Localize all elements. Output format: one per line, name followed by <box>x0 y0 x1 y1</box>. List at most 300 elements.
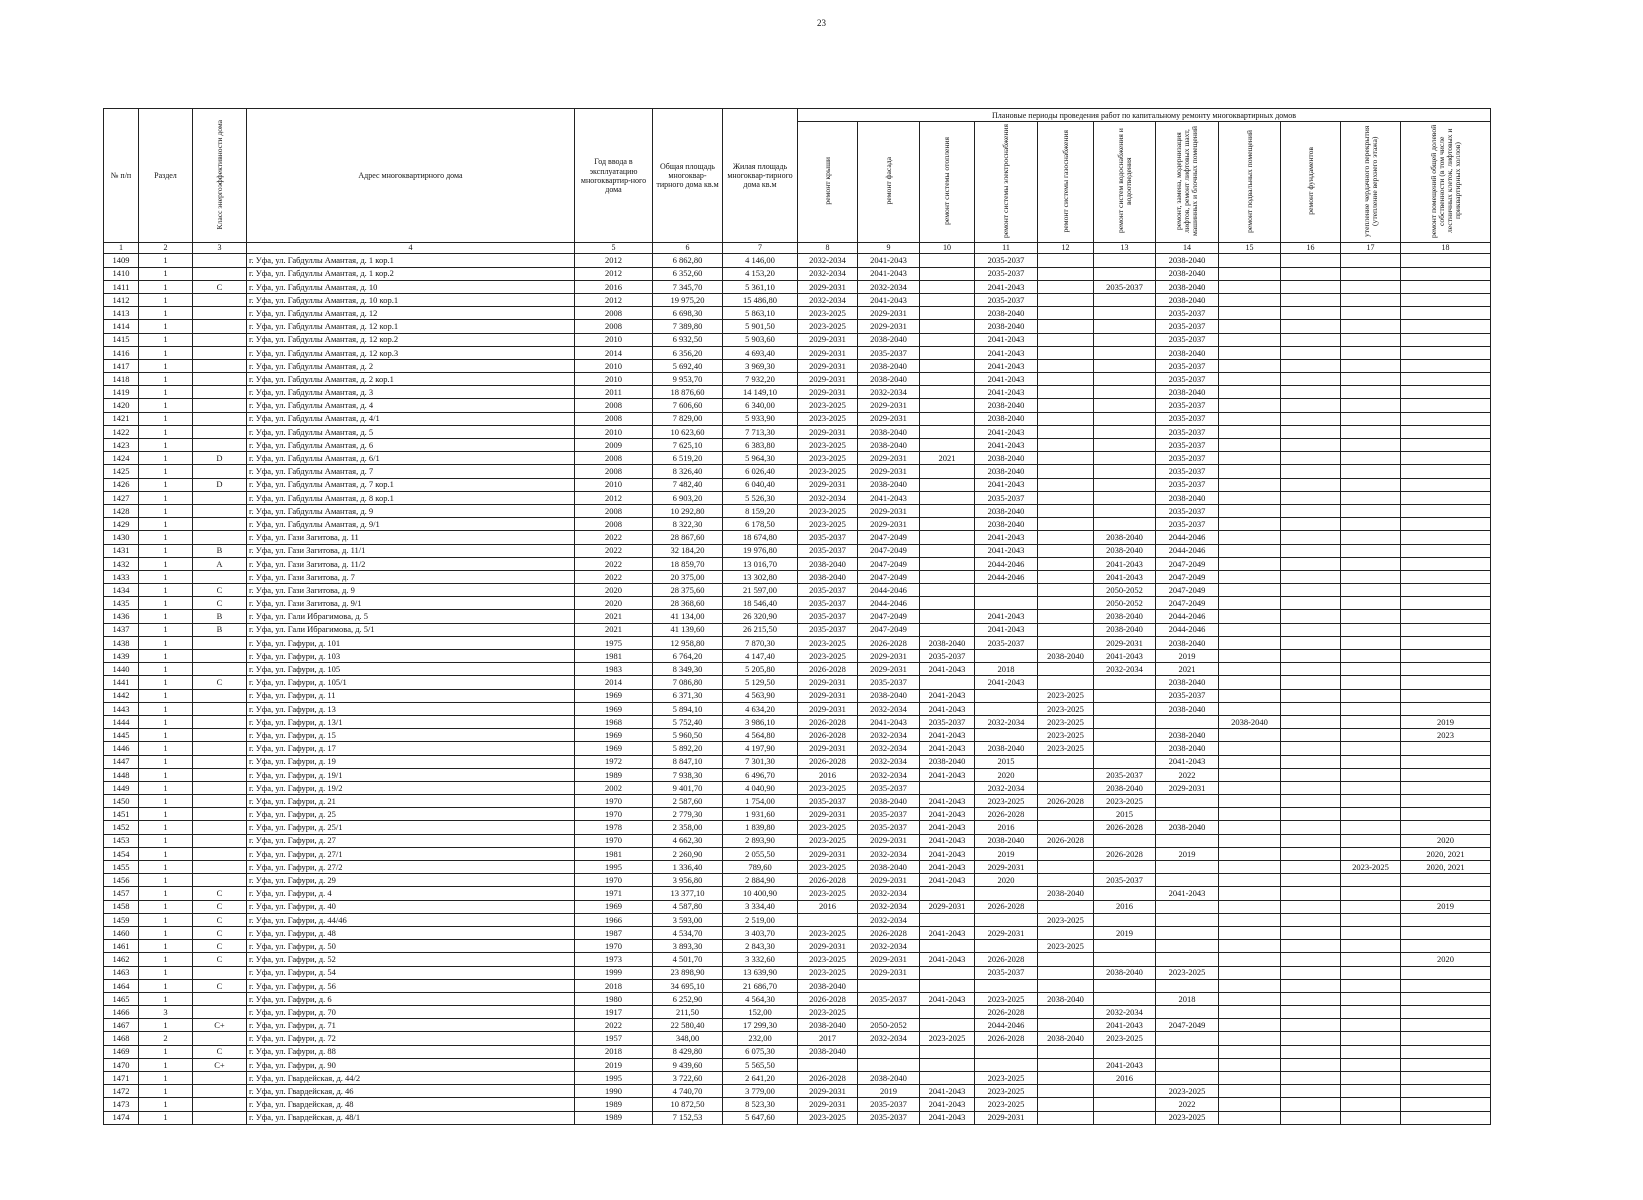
cell-foundation <box>1281 544 1341 557</box>
cell-lifts: 2022 <box>1156 768 1219 781</box>
cell-water: 2041-2043 <box>1094 650 1156 663</box>
cell-total-area: 5 894,10 <box>653 702 723 715</box>
table-row <box>104 584 1491 597</box>
cell-year: 2022 <box>575 1019 653 1032</box>
cell-heating <box>920 254 975 267</box>
cell-heating: 2038-2040 <box>920 755 975 768</box>
cell-gas <box>1038 544 1094 557</box>
cell-attic <box>1341 267 1401 280</box>
cell-common <box>1401 267 1491 280</box>
cell-attic <box>1341 953 1401 966</box>
cell-foundation <box>1281 425 1341 438</box>
cell-attic <box>1341 346 1401 359</box>
cell-no: 1469 <box>104 1045 139 1058</box>
cell-no: 1457 <box>104 887 139 900</box>
cell-attic <box>1341 702 1401 715</box>
cell-no: 1456 <box>104 874 139 887</box>
cell-electric: 2029-2031 <box>975 926 1038 939</box>
cell-section: 1 <box>139 676 193 689</box>
table-row <box>104 755 1491 768</box>
cell-living-area: 7 870,30 <box>723 636 798 649</box>
cell-energy-class <box>193 439 247 452</box>
cell-roof: 2029-2031 <box>798 359 858 372</box>
cell-foundation <box>1281 412 1341 425</box>
cell-address: г. Уфа, ул. Гази Загитова, д. 7 <box>247 570 575 583</box>
cell-address: г. Уфа, ул. Габдуллы Амантая, д. 12 кор.1 <box>247 320 575 333</box>
header-water <box>1094 122 1156 243</box>
cell-no: 1464 <box>104 979 139 992</box>
cell-no: 1468 <box>104 1032 139 1045</box>
header-address: Адрес многоквартирного дома <box>247 109 575 243</box>
cell-address: г. Уфа, ул. Габдуллы Амантая, д. 12 кор.3 <box>247 346 575 359</box>
header-foundation-label: ремонт фундаментов <box>1305 147 1315 216</box>
cell-energy-class <box>193 715 247 728</box>
cell-year: 2022 <box>575 544 653 557</box>
cell-foundation <box>1281 267 1341 280</box>
cell-address: г. Уфа, ул. Габдуллы Амантая, д. 8 кор.1 <box>247 491 575 504</box>
cell-total-area: 8 326,40 <box>653 465 723 478</box>
cell-foundation <box>1281 439 1341 452</box>
cell-heating <box>920 359 975 372</box>
cell-section: 1 <box>139 1085 193 1098</box>
header-electric-label: ремонт системы электроснабжения <box>1001 124 1011 239</box>
header-energy-class-label: Класс энергоэффективности дома <box>214 119 224 230</box>
cell-attic <box>1341 531 1401 544</box>
cell-roof: 2038-2040 <box>798 979 858 992</box>
table-row <box>104 768 1491 781</box>
cell-lifts: 2047-2049 <box>1156 584 1219 597</box>
cell-roof: 2023-2025 <box>798 953 858 966</box>
cell-attic <box>1341 478 1401 491</box>
cell-foundation <box>1281 795 1341 808</box>
cell-common <box>1401 650 1491 663</box>
cell-section: 1 <box>139 755 193 768</box>
cell-foundation <box>1281 979 1341 992</box>
cell-attic <box>1341 1045 1401 1058</box>
cell-heating <box>920 478 975 491</box>
cell-facade: 2032-2034 <box>858 280 920 293</box>
cell-no: 1447 <box>104 755 139 768</box>
cell-total-area: 6 252,90 <box>653 992 723 1005</box>
cell-no: 1434 <box>104 584 139 597</box>
cell-year: 2010 <box>575 425 653 438</box>
cell-energy-class: C <box>193 913 247 926</box>
cell-address: г. Уфа, ул. Гафури, д. 48 <box>247 926 575 939</box>
cell-basement <box>1219 425 1281 438</box>
cell-year: 2008 <box>575 518 653 531</box>
cell-gas <box>1038 1019 1094 1032</box>
cell-living-area: 2 055,50 <box>723 847 798 860</box>
cell-water: 2035-2037 <box>1094 280 1156 293</box>
cell-no: 1473 <box>104 1098 139 1111</box>
cell-year: 2010 <box>575 373 653 386</box>
cell-section: 1 <box>139 808 193 821</box>
cell-roof: 2023-2025 <box>798 861 858 874</box>
cell-total-area: 23 898,90 <box>653 966 723 979</box>
cell-section: 1 <box>139 900 193 913</box>
cell-gas <box>1038 636 1094 649</box>
cell-water <box>1094 320 1156 333</box>
cell-gas <box>1038 808 1094 821</box>
cell-gas <box>1038 781 1094 794</box>
cell-gas <box>1038 597 1094 610</box>
cell-total-area: 3 593,00 <box>653 913 723 926</box>
cell-heating <box>920 465 975 478</box>
cell-year: 2012 <box>575 293 653 306</box>
cell-living-area: 3 779,00 <box>723 1085 798 1098</box>
column-number: 12 <box>1038 243 1094 254</box>
table-row <box>104 412 1491 425</box>
table-row <box>104 597 1491 610</box>
cell-basement <box>1219 254 1281 267</box>
cell-heating: 2041-2043 <box>920 702 975 715</box>
cell-living-area: 6 026,40 <box>723 465 798 478</box>
cell-address: г. Уфа, ул. Гафури, д. 27 <box>247 834 575 847</box>
cell-energy-class: C <box>193 953 247 966</box>
cell-living-area: 21 597,00 <box>723 584 798 597</box>
cell-energy-class <box>193 781 247 794</box>
cell-electric <box>975 1045 1038 1058</box>
cell-foundation <box>1281 1006 1341 1019</box>
cell-roof: 2023-2025 <box>798 821 858 834</box>
cell-no: 1445 <box>104 729 139 742</box>
column-number: 2 <box>139 243 193 254</box>
cell-living-area: 3 332,60 <box>723 953 798 966</box>
cell-energy-class <box>193 650 247 663</box>
cell-section: 1 <box>139 557 193 570</box>
header-electric <box>975 122 1038 243</box>
cell-common <box>1401 940 1491 953</box>
cell-basement <box>1219 729 1281 742</box>
cell-heating: 2041-2043 <box>920 768 975 781</box>
cell-roof: 2035-2037 <box>798 584 858 597</box>
cell-foundation <box>1281 689 1341 702</box>
cell-address: г. Уфа, ул. Гафури, д. 44/46 <box>247 913 575 926</box>
cell-living-area: 26 215,50 <box>723 623 798 636</box>
cell-roof: 2023-2025 <box>798 966 858 979</box>
cell-no: 1453 <box>104 834 139 847</box>
cell-foundation <box>1281 452 1341 465</box>
cell-basement <box>1219 834 1281 847</box>
cell-energy-class: C <box>193 979 247 992</box>
cell-energy-class <box>193 702 247 715</box>
cell-electric: 2020 <box>975 874 1038 887</box>
cell-attic <box>1341 491 1401 504</box>
cell-basement <box>1219 979 1281 992</box>
cell-year: 1970 <box>575 795 653 808</box>
cell-attic <box>1341 940 1401 953</box>
cell-section: 1 <box>139 887 193 900</box>
cell-roof: 2023-2025 <box>798 399 858 412</box>
table-row <box>104 1019 1491 1032</box>
cell-electric: 2035-2037 <box>975 966 1038 979</box>
cell-address: г. Уфа, ул. Гафури, д. 19/1 <box>247 768 575 781</box>
cell-address: г. Уфа, ул. Гафури, д. 25/1 <box>247 821 575 834</box>
cell-electric: 2041-2043 <box>975 610 1038 623</box>
cell-total-area: 2 358,00 <box>653 821 723 834</box>
cell-facade: 2041-2043 <box>858 254 920 267</box>
cell-water <box>1094 1045 1156 1058</box>
cell-gas <box>1038 412 1094 425</box>
cell-roof: 2023-2025 <box>798 650 858 663</box>
cell-energy-class <box>193 861 247 874</box>
cell-heating: 2041-2043 <box>920 1085 975 1098</box>
cell-common <box>1401 874 1491 887</box>
cell-common <box>1401 808 1491 821</box>
cell-heating <box>920 399 975 412</box>
cell-living-area: 4 147,40 <box>723 650 798 663</box>
cell-roof: 2023-2025 <box>798 504 858 517</box>
cell-electric: 2035-2037 <box>975 636 1038 649</box>
cell-facade: 2044-2046 <box>858 584 920 597</box>
cell-roof: 2016 <box>798 768 858 781</box>
table-row <box>104 623 1491 636</box>
cell-section: 1 <box>139 768 193 781</box>
cell-common <box>1401 280 1491 293</box>
cell-energy-class: C+ <box>193 1019 247 1032</box>
cell-facade: 2047-2049 <box>858 623 920 636</box>
cell-common <box>1401 979 1491 992</box>
cell-facade: 2032-2034 <box>858 900 920 913</box>
cell-roof: 2026-2028 <box>798 729 858 742</box>
cell-total-area: 10 872,50 <box>653 1098 723 1111</box>
table-row <box>104 610 1491 623</box>
cell-common <box>1401 887 1491 900</box>
table-row <box>104 1085 1491 1098</box>
cell-gas <box>1038 478 1094 491</box>
cell-living-area: 5 964,30 <box>723 452 798 465</box>
cell-roof: 2016 <box>798 900 858 913</box>
cell-facade: 2038-2040 <box>858 373 920 386</box>
cell-lifts: 2035-2037 <box>1156 504 1219 517</box>
cell-living-area: 4 634,20 <box>723 702 798 715</box>
cell-basement <box>1219 1006 1281 1019</box>
cell-electric: 2023-2025 <box>975 1085 1038 1098</box>
cell-address: г. Уфа, ул. Гафури, д. 54 <box>247 966 575 979</box>
cell-foundation <box>1281 1098 1341 1111</box>
cell-living-area: 2 893,90 <box>723 834 798 847</box>
cell-living-area: 5 901,50 <box>723 320 798 333</box>
cell-section: 1 <box>139 913 193 926</box>
table-row <box>104 834 1491 847</box>
cell-lifts: 2035-2037 <box>1156 320 1219 333</box>
cell-section: 1 <box>139 940 193 953</box>
cell-total-area: 4 587,80 <box>653 900 723 913</box>
cell-common <box>1401 531 1491 544</box>
cell-section: 1 <box>139 715 193 728</box>
cell-foundation <box>1281 399 1341 412</box>
cell-gas <box>1038 320 1094 333</box>
cell-heating: 2041-2043 <box>920 861 975 874</box>
cell-address: г. Уфа, ул. Гафури, д. 21 <box>247 795 575 808</box>
table-row <box>104 531 1491 544</box>
table-row <box>104 1045 1491 1058</box>
cell-water: 2029-2031 <box>1094 636 1156 649</box>
cell-living-area: 1 754,00 <box>723 795 798 808</box>
cell-lifts <box>1156 1072 1219 1085</box>
cell-energy-class <box>193 504 247 517</box>
cell-facade: 2041-2043 <box>858 267 920 280</box>
cell-attic <box>1341 834 1401 847</box>
cell-year: 2010 <box>575 333 653 346</box>
cell-total-area: 18 859,70 <box>653 557 723 570</box>
cell-heating <box>920 425 975 438</box>
cell-energy-class <box>193 795 247 808</box>
cell-common <box>1401 795 1491 808</box>
cell-no: 1423 <box>104 439 139 452</box>
header-basement-label: ремонт подвальных помещений <box>1244 129 1254 233</box>
cell-lifts <box>1156 926 1219 939</box>
cell-basement <box>1219 307 1281 320</box>
cell-attic <box>1341 1111 1401 1124</box>
cell-electric: 2026-2028 <box>975 900 1038 913</box>
cell-attic <box>1341 570 1401 583</box>
cell-roof: 2032-2034 <box>798 491 858 504</box>
cell-attic <box>1341 874 1401 887</box>
cell-common <box>1401 333 1491 346</box>
cell-section: 1 <box>139 399 193 412</box>
cell-address: г. Уфа, ул. Габдуллы Амантая, д. 7 кор.1 <box>247 478 575 491</box>
cell-living-area: 5 647,60 <box>723 1111 798 1124</box>
cell-basement <box>1219 953 1281 966</box>
column-number: 5 <box>575 243 653 254</box>
cell-roof: 2038-2040 <box>798 570 858 583</box>
cell-roof: 2035-2037 <box>798 597 858 610</box>
cell-lifts: 2035-2037 <box>1156 333 1219 346</box>
cell-attic <box>1341 320 1401 333</box>
cell-section: 1 <box>139 742 193 755</box>
table-row <box>104 504 1491 517</box>
cell-electric: 2023-2025 <box>975 795 1038 808</box>
cell-roof: 2026-2028 <box>798 874 858 887</box>
cell-lifts <box>1156 913 1219 926</box>
cell-facade <box>858 1045 920 1058</box>
cell-year: 1980 <box>575 992 653 1005</box>
cell-gas <box>1038 491 1094 504</box>
cell-facade: 2029-2031 <box>858 307 920 320</box>
cell-common <box>1401 663 1491 676</box>
cell-total-area: 5 692,40 <box>653 359 723 372</box>
cell-gas <box>1038 570 1094 583</box>
cell-living-area: 3 969,30 <box>723 359 798 372</box>
cell-attic <box>1341 452 1401 465</box>
cell-lifts: 2035-2037 <box>1156 359 1219 372</box>
column-number: 3 <box>193 243 247 254</box>
cell-attic <box>1341 768 1401 781</box>
table-row <box>104 689 1491 702</box>
cell-facade: 2050-2052 <box>858 1019 920 1032</box>
cell-energy-class <box>193 1072 247 1085</box>
cell-facade: 2029-2031 <box>858 412 920 425</box>
cell-section: 1 <box>139 979 193 992</box>
cell-common <box>1401 584 1491 597</box>
cell-lifts: 2035-2037 <box>1156 425 1219 438</box>
cell-energy-class <box>193 412 247 425</box>
cell-total-area: 32 184,20 <box>653 544 723 557</box>
cell-roof: 2035-2037 <box>798 531 858 544</box>
cell-roof: 2026-2028 <box>798 715 858 728</box>
cell-electric <box>975 584 1038 597</box>
cell-common <box>1401 320 1491 333</box>
cell-living-area: 5 903,60 <box>723 333 798 346</box>
cell-living-area: 7 301,30 <box>723 755 798 768</box>
cell-basement <box>1219 478 1281 491</box>
cell-facade: 2032-2034 <box>858 887 920 900</box>
table-row <box>104 373 1491 386</box>
cell-address: г. Уфа, ул. Габдуллы Амантая, д. 4/1 <box>247 412 575 425</box>
header-common <box>1401 122 1491 243</box>
cell-no: 1465 <box>104 992 139 1005</box>
cell-foundation <box>1281 584 1341 597</box>
cell-electric: 2041-2043 <box>975 544 1038 557</box>
cell-energy-class <box>193 755 247 768</box>
cell-basement <box>1219 1045 1281 1058</box>
cell-foundation <box>1281 874 1341 887</box>
cell-year: 1981 <box>575 847 653 860</box>
cell-lifts: 2038-2040 <box>1156 280 1219 293</box>
cell-living-area: 232,00 <box>723 1032 798 1045</box>
cell-common <box>1401 254 1491 267</box>
cell-facade: 2047-2049 <box>858 610 920 623</box>
cell-electric: 2032-2034 <box>975 781 1038 794</box>
cell-water <box>1094 702 1156 715</box>
cell-section: 1 <box>139 966 193 979</box>
cell-energy-class <box>193 320 247 333</box>
cell-facade: 2041-2043 <box>858 715 920 728</box>
cell-attic <box>1341 544 1401 557</box>
cell-section: 1 <box>139 610 193 623</box>
cell-energy-class <box>193 742 247 755</box>
cell-basement <box>1219 1111 1281 1124</box>
cell-year: 1999 <box>575 966 653 979</box>
cell-facade: 2038-2040 <box>858 1072 920 1085</box>
cell-section: 1 <box>139 254 193 267</box>
cell-gas <box>1038 663 1094 676</box>
cell-gas <box>1038 531 1094 544</box>
cell-attic <box>1341 333 1401 346</box>
cell-foundation <box>1281 992 1341 1005</box>
cell-year: 2010 <box>575 478 653 491</box>
cell-year: 1989 <box>575 1098 653 1111</box>
table-row <box>104 979 1491 992</box>
cell-living-area: 5 863,10 <box>723 307 798 320</box>
cell-heating <box>920 386 975 399</box>
cell-common <box>1401 1006 1491 1019</box>
cell-living-area: 4 693,40 <box>723 346 798 359</box>
cell-foundation <box>1281 900 1341 913</box>
cell-year: 1969 <box>575 729 653 742</box>
cell-no: 1470 <box>104 1058 139 1071</box>
table-row <box>104 992 1491 1005</box>
cell-common <box>1401 307 1491 320</box>
cell-section: 1 <box>139 412 193 425</box>
cell-no: 1427 <box>104 491 139 504</box>
cell-common <box>1401 544 1491 557</box>
cell-basement <box>1219 1085 1281 1098</box>
table-row <box>104 1098 1491 1111</box>
cell-roof: 2029-2031 <box>798 280 858 293</box>
cell-no: 1426 <box>104 478 139 491</box>
cell-roof: 2035-2037 <box>798 544 858 557</box>
cell-basement <box>1219 267 1281 280</box>
cell-basement <box>1219 913 1281 926</box>
cell-common <box>1401 702 1491 715</box>
cell-year: 1990 <box>575 1085 653 1098</box>
cell-gas <box>1038 425 1094 438</box>
cell-water <box>1094 940 1156 953</box>
cell-common <box>1401 1098 1491 1111</box>
cell-living-area: 5 129,50 <box>723 676 798 689</box>
